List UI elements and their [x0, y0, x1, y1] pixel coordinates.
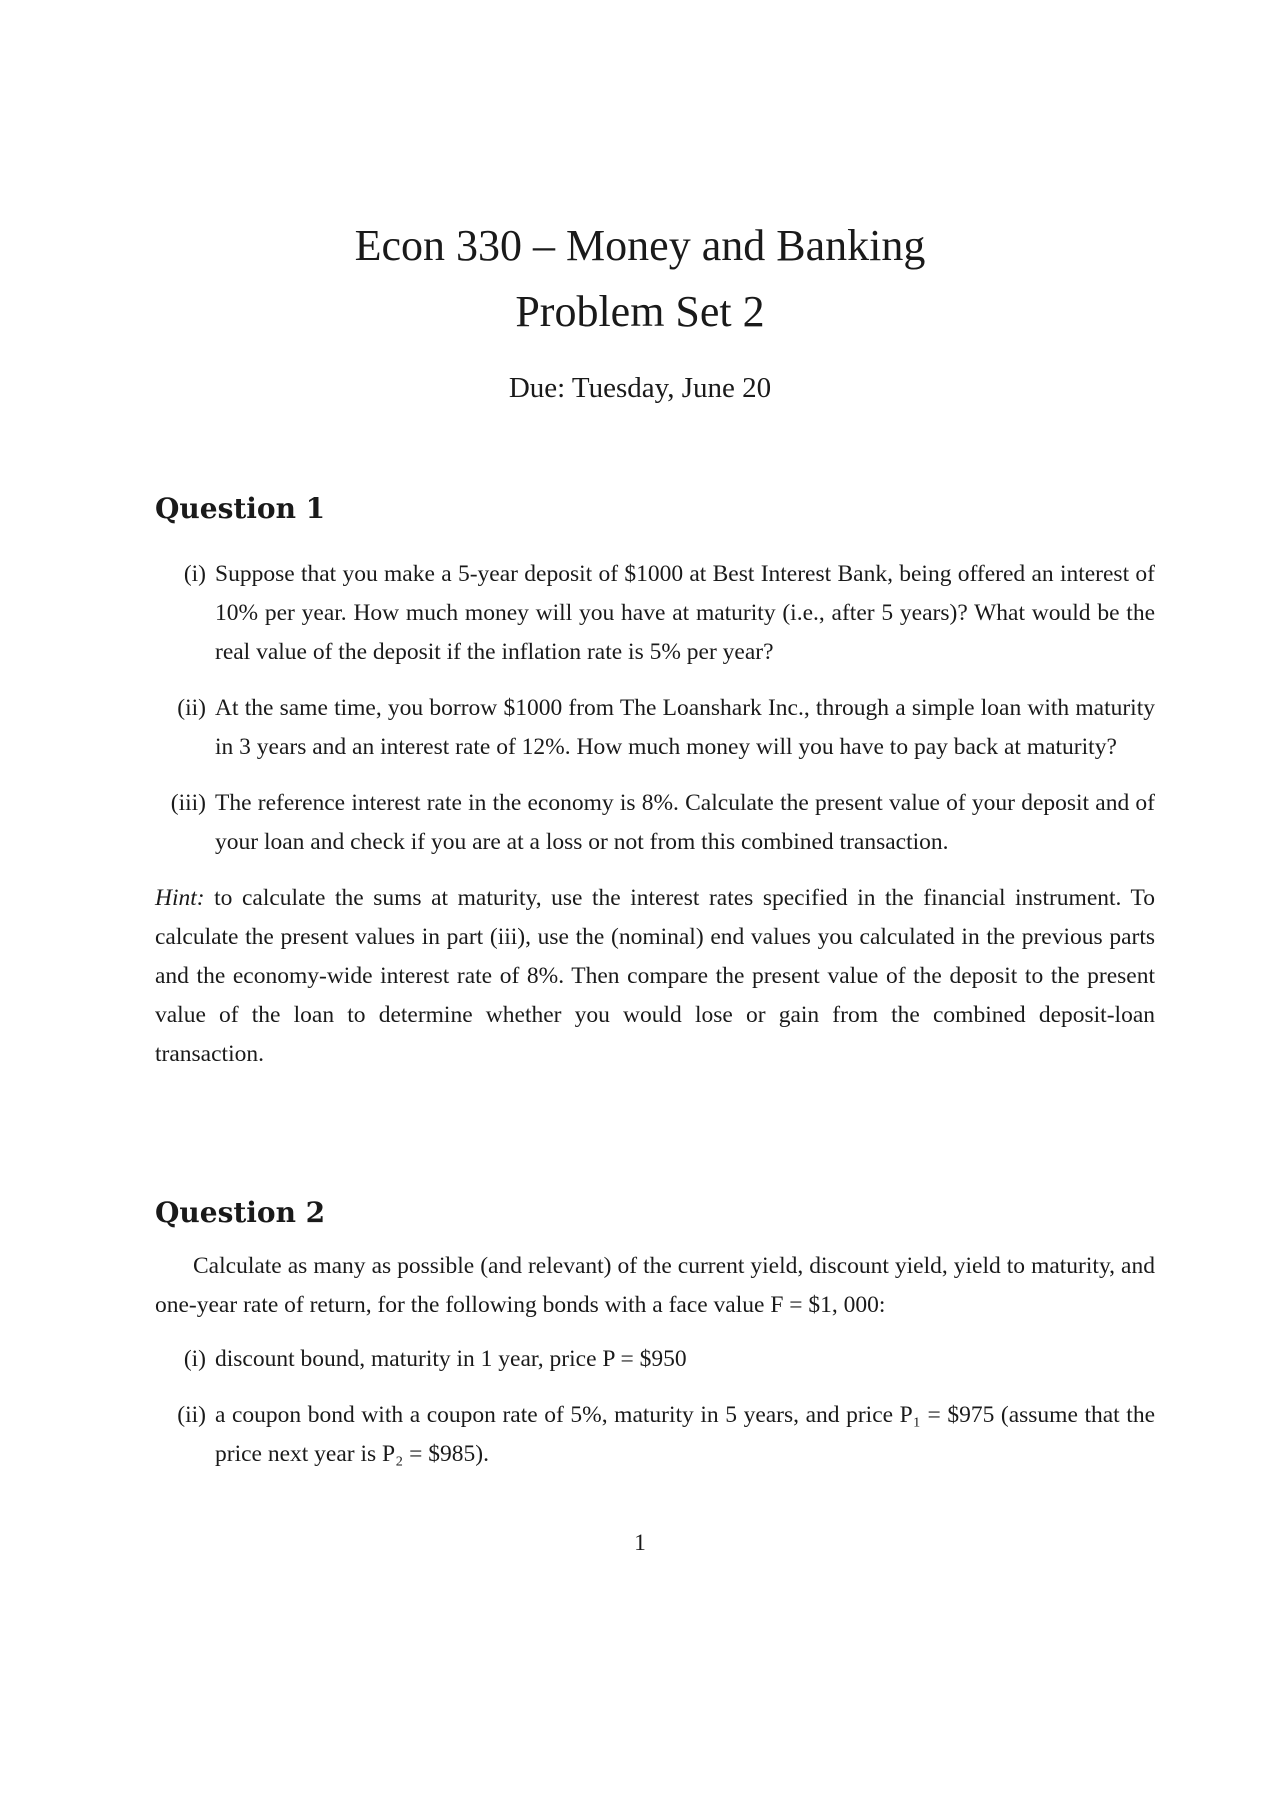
title-block	[0, 220, 1280, 405]
page-number: 1	[634, 1530, 646, 1556]
question-1-heading: Question 1	[155, 492, 326, 525]
item-number: (ii)	[177, 695, 206, 721]
list-item	[155, 1396, 1155, 1474]
question-2-heading: Question 2	[155, 1196, 326, 1229]
question-2-items	[155, 1340, 1155, 1474]
item-number: (i)	[183, 1346, 206, 1372]
list-item	[155, 1340, 1155, 1379]
item-text: The reference interest rate in the economy is 8%. Calculate the present value of your deposit and of your loan and check if you are at a loss or not from this combined transaction.	[215, 790, 1155, 855]
question-2-intro: Calculate as many as possible (and relevant) of the current yield, discount yield, yield to maturity, and one-year rate of return, for the following bonds with a face value F = $1, 000:	[155, 1253, 1155, 1318]
list-item	[155, 784, 1155, 862]
course-title: Econ 330 – Money and Banking	[354, 221, 926, 270]
list-item	[155, 689, 1155, 767]
item-text: At the same time, you borrow $1000 from The Loanshark Inc., through a simple loan with maturity in 3 years and an interest rate of 12%. How much money will you have to pay back at maturity?	[215, 695, 1155, 760]
item-text: discount bound, maturity in 1 year, price P = $950	[215, 1346, 687, 1372]
item-number: (iii)	[170, 790, 206, 816]
item-text: a coupon bond with a coupon rate of 5%, maturity in 5 years, and price P₁ = $975 (assume that the price next year is P₂ = $985).	[215, 1402, 1155, 1467]
item-text: Suppose that you make a 5-year deposit of $1000 at Best Interest Bank, being offered an interest of 10% per year. How much money will you have at maturity (i.e., after 5 years)? What would be the real value of the deposit if the inflation rate is 5% per year?	[215, 561, 1155, 665]
hint-label: Hint:	[155, 885, 205, 911]
question-1-section	[155, 492, 1155, 1074]
question-2-section	[155, 1196, 1155, 1491]
problem-set-title: Problem Set 2	[515, 287, 765, 336]
hint-text: to calculate the sums at maturity, use the interest rates specified in the financial instrument. To calculate the present values in part (iii), use the (nominal) end values you calculated in the previous parts and the economy-wide interest rate of 8%. Then compare the present value of the deposit to the present value of the loan to determine whether you would lose or gain from the combined deposit-loan transaction.	[155, 885, 1155, 1067]
question-1-items	[155, 555, 1155, 862]
item-number: (i)	[183, 561, 206, 587]
list-item	[155, 555, 1155, 672]
due-date: Due: Tuesday, June 20	[508, 372, 772, 404]
hint-paragraph	[155, 879, 1155, 1074]
item-number: (ii)	[177, 1402, 206, 1428]
